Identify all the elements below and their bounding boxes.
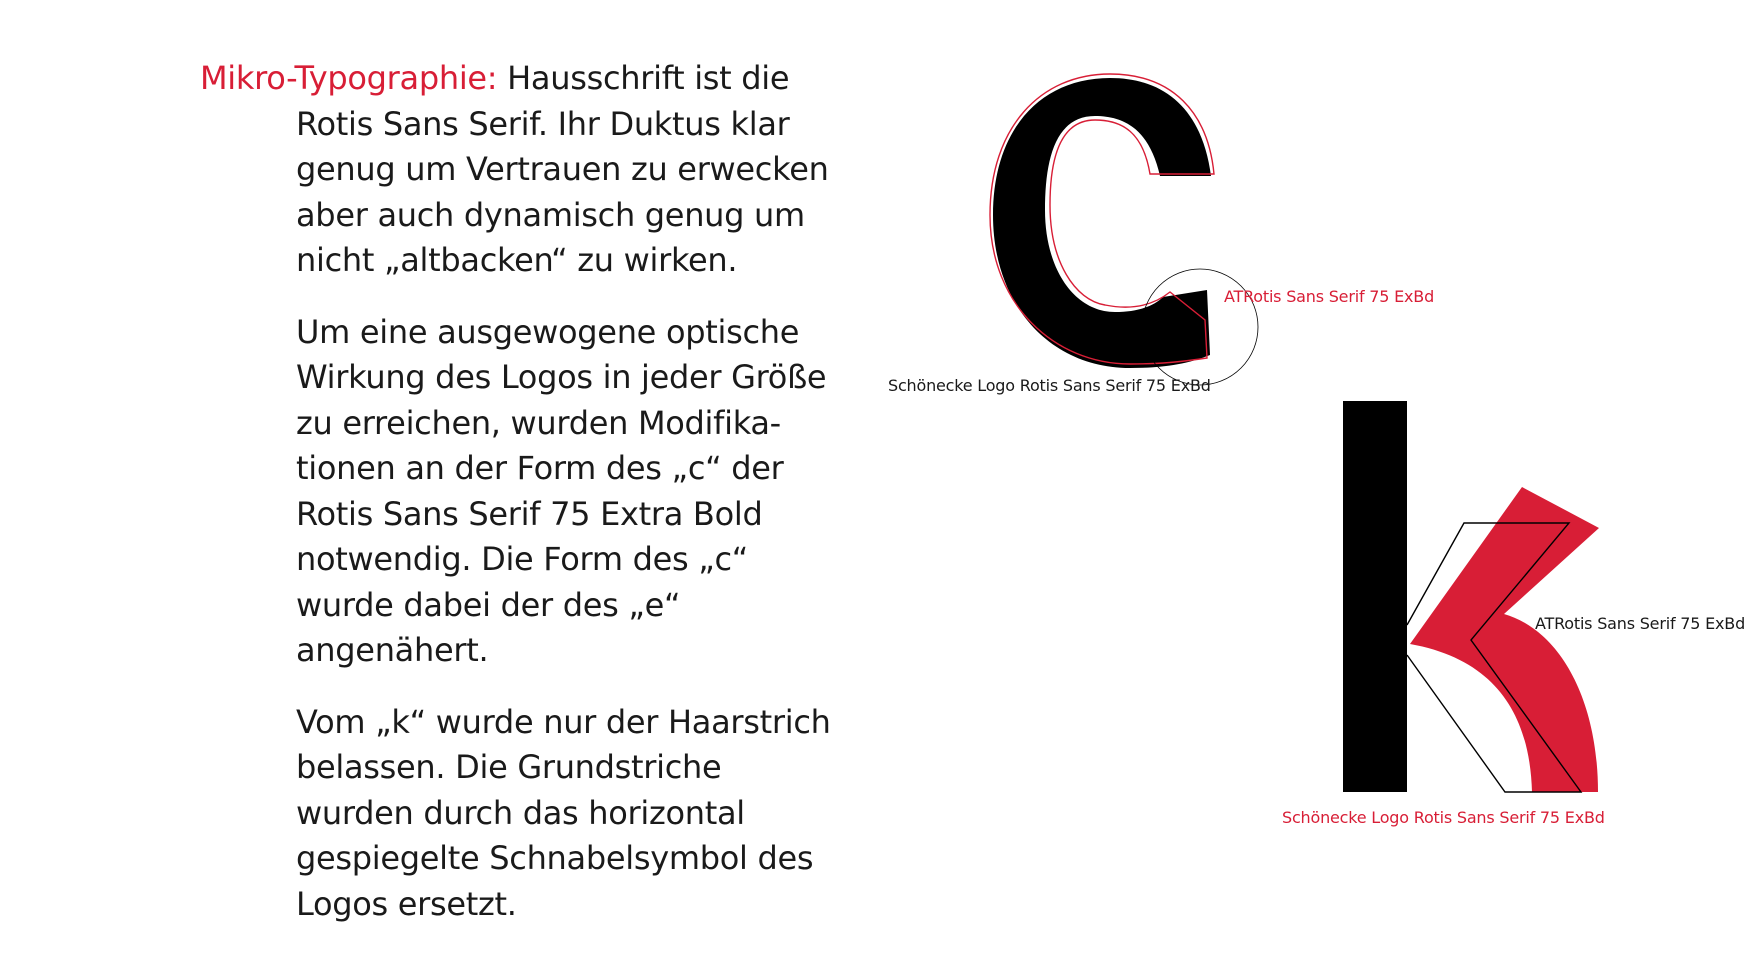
letter-k-beak-symbol (1410, 487, 1599, 792)
caption-c-original: ATRotis Sans Serif 75 ExBd (1224, 287, 1435, 306)
caption-c-logo: Schönecke Logo Rotis Sans Serif 75 ExBd (888, 376, 1211, 395)
letter-k-figure (1343, 401, 1599, 792)
letter-k-stem (1343, 401, 1407, 792)
section-label: Mikro-Typographie: (200, 59, 498, 97)
paragraph-intro-text: Hausschrift ist die Rotis Sans Serif. Ihr Duktus klar genug um Vertrauen zu erwecken aber auch dynamisch genug um nicht „altbacken“ zu wirken. (296, 59, 829, 279)
paragraph-c-modification: Um eine ausgewogene optische Wirkung des Logos in jeder Größe zu erreichen, wurden Modifika-tionen an der Form des „c“ der Rotis Sans Serif 75 Extra Bold notwendig. Die Form des „c“ wurde dabei der des „e“ angenähert. (296, 312, 827, 669)
caption-k-original: ATRotis Sans Serif 75 ExBd (1535, 614, 1746, 633)
letter-c-logo-glyph (993, 78, 1211, 368)
letter-c-figure (990, 74, 1258, 385)
caption-k-logo: Schönecke Logo Rotis Sans Serif 75 ExBd (1282, 808, 1605, 827)
paragraph-k-modification: Vom „k“ wurde nur der Haarstrich belassen. Die Grundstriche wurden durch das horizontal gespiegelte Schnabelsymbol des Logos ersetzt. (296, 702, 831, 923)
